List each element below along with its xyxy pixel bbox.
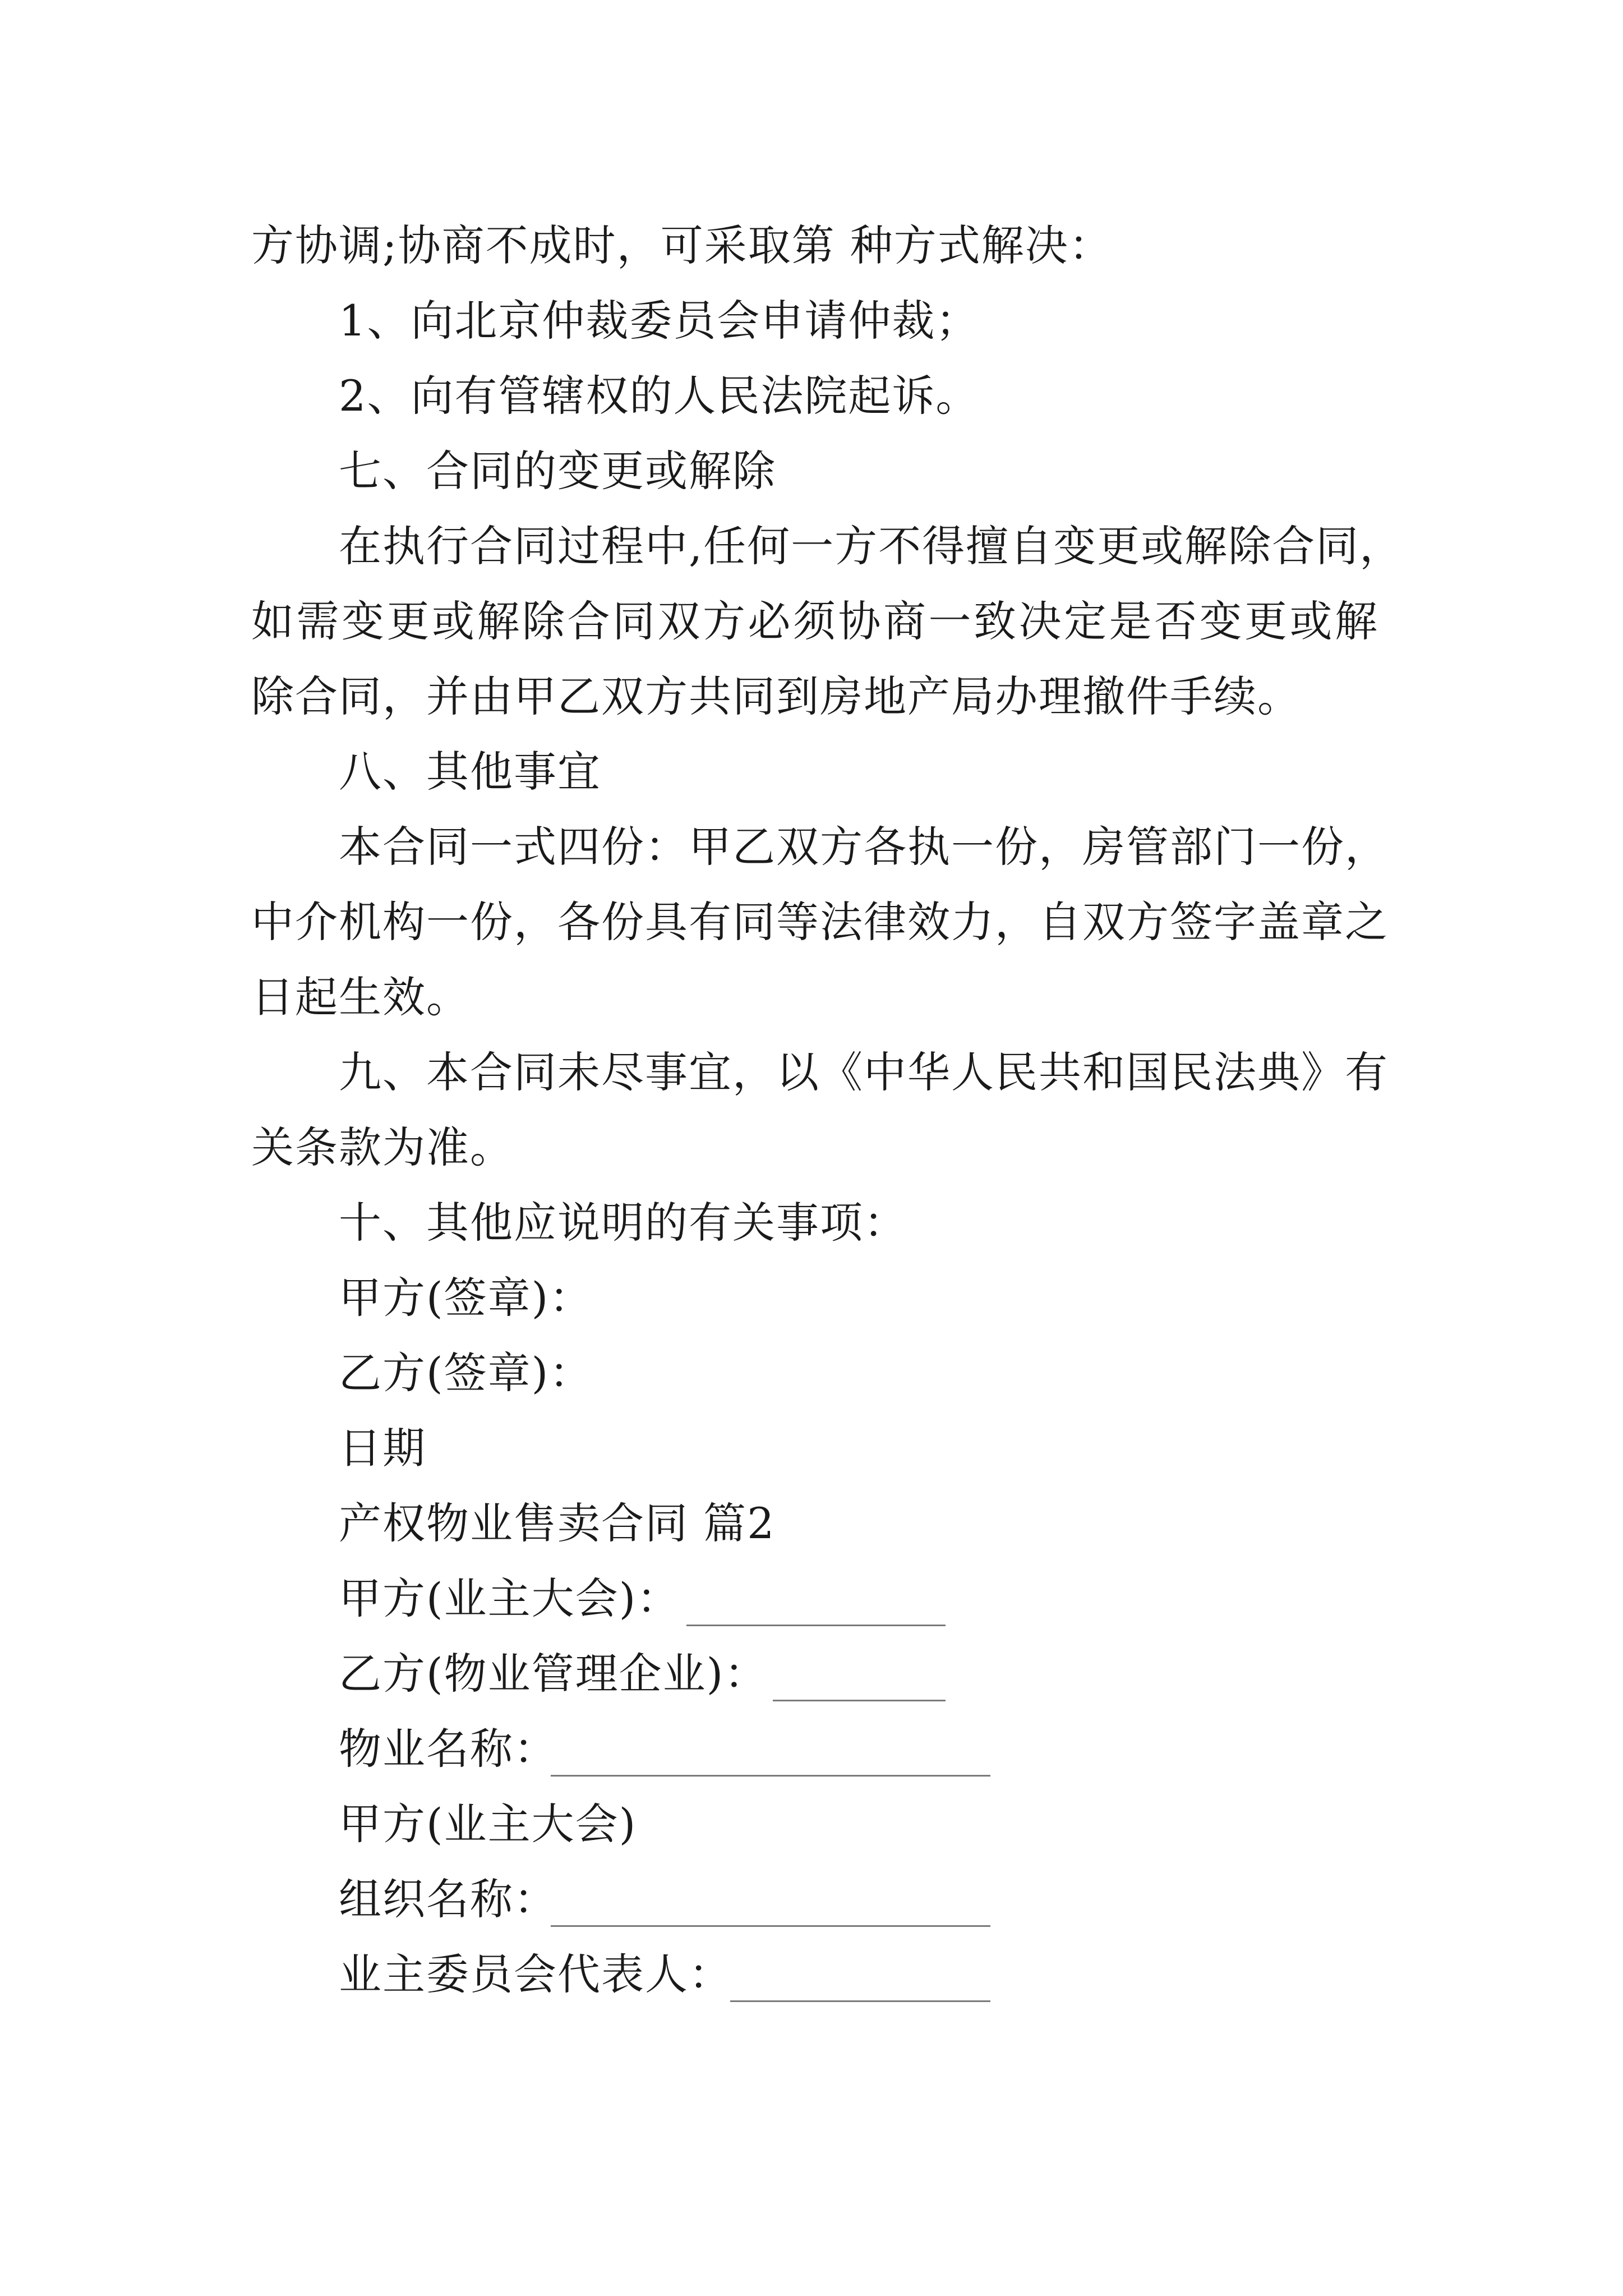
party-a-signature-label: 甲方(签章)： bbox=[339, 1273, 593, 1323]
dispute-option-arbitration: 1、向北京仲裁委员会申请仲裁； bbox=[339, 296, 980, 346]
organization-name-blank-line bbox=[551, 1925, 990, 1927]
organization-name-label: 组织名称： bbox=[339, 1874, 557, 1924]
party-a-owners-assembly-label: 甲方(业主大会)： bbox=[339, 1573, 681, 1623]
dispute-option-litigation: 2、向有管辖权的人民法院起诉。 bbox=[339, 371, 980, 421]
owners-committee-representative-label: 业主委员会代表人： bbox=[339, 1949, 732, 1999]
section-7-paragraph-line-2: 如需变更或解除合同双方必须协商一致决定是否变更或解 bbox=[251, 596, 1378, 646]
party-b-blank-line bbox=[773, 1700, 946, 1701]
party-a-owners-assembly-heading: 甲方(业主大会) bbox=[339, 1799, 637, 1849]
contract-2-title: 产权物业售卖合同 篇2 bbox=[339, 1498, 776, 1548]
party-b-management-company-label: 乙方(物业管理企业)： bbox=[339, 1649, 768, 1699]
dispute-resolution-intro: 方协调;协商不成时，可采取第 种方式解决： bbox=[251, 220, 1113, 270]
section-7-paragraph-line-1: 在执行合同过程中,任何一方不得擅自变更或解除合同， bbox=[339, 521, 1404, 571]
property-name-label: 物业名称： bbox=[339, 1724, 557, 1774]
section-8-paragraph-line-3: 日起生效。 bbox=[251, 972, 470, 1022]
section-7-paragraph-line-3: 除合同，并由甲乙双方共同到房地产局办理撤件手续。 bbox=[251, 671, 1301, 721]
section-9-line-1: 九、本合同未尽事宜，以《中华人民共和国民法典》有 bbox=[339, 1047, 1389, 1097]
representative-blank-line bbox=[730, 2000, 990, 2002]
section-heading-8: 八、其他事宜 bbox=[339, 747, 601, 797]
date-label: 日期 bbox=[339, 1423, 426, 1473]
property-name-blank-line bbox=[551, 1775, 990, 1777]
section-heading-10: 十、其他应说明的有关事项： bbox=[339, 1198, 907, 1248]
section-8-paragraph-line-1: 本合同一式四份：甲乙双方各执一份，房管部门一份， bbox=[339, 822, 1389, 872]
party-b-signature-label: 乙方(签章)： bbox=[339, 1348, 593, 1398]
section-heading-7: 七、合同的变更或解除 bbox=[339, 446, 776, 496]
section-9-line-2: 关条款为准。 bbox=[251, 1122, 514, 1172]
party-a-blank-line bbox=[686, 1625, 946, 1626]
section-8-paragraph-line-2: 中介机构一份，各份具有同等法律效力，自双方签字盖章之 bbox=[251, 897, 1389, 947]
